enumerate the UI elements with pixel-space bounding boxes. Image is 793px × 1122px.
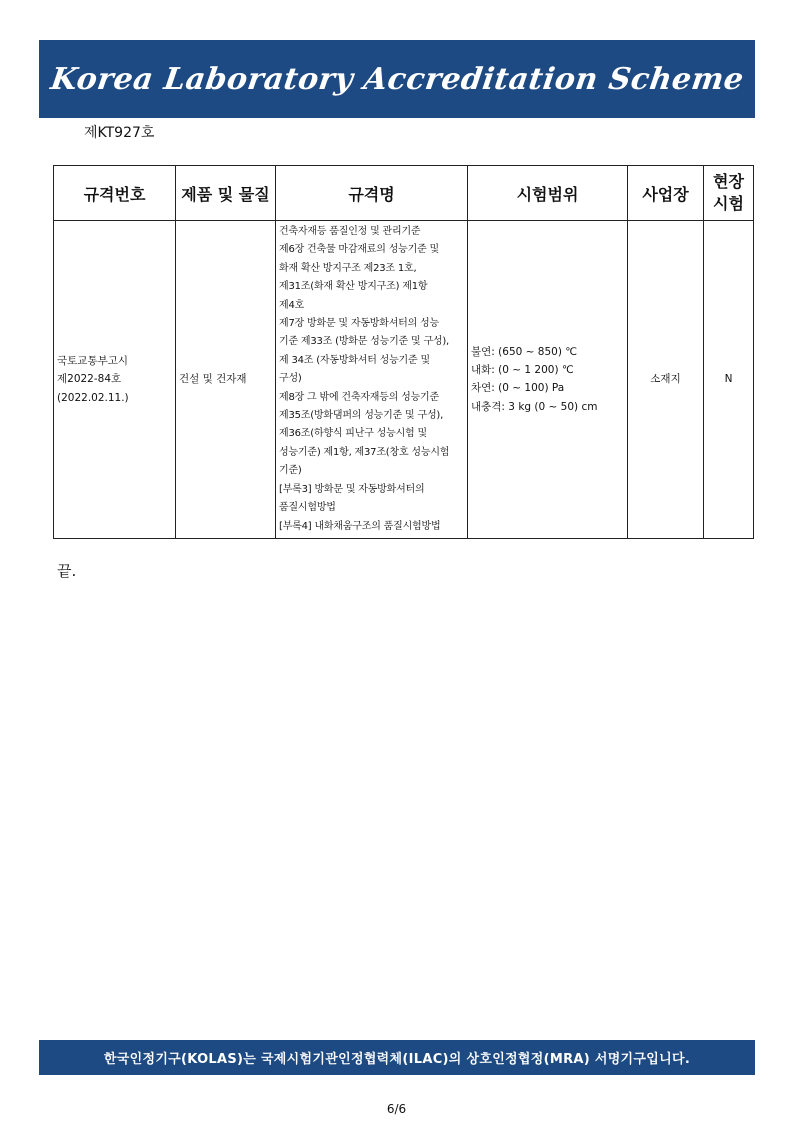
- table-row: [54, 221, 754, 539]
- cell-standard-number: [54, 221, 176, 539]
- standard-name-line: 품질시험방법: [279, 502, 336, 514]
- end-mark: 끝.: [57, 562, 77, 580]
- standard-name-line: 제8장 그 밖에 건축자재등의 성능기준: [279, 391, 439, 403]
- standard-name-line: 제31조(화재 확산 방지구조) 제1항: [279, 281, 428, 293]
- standard-name-line: 제4호: [279, 299, 305, 311]
- col-header-onsite-test: 현장 시험: [704, 166, 754, 221]
- standard-name-line: 성능기준) 제1항, 제37조(창호 성능시험: [279, 446, 450, 458]
- standard-name-line: 제7장 방화문 및 자동방화셔터의 성능: [279, 318, 439, 330]
- standard-name-line: 제36조(하향식 피난구 성능시험 및: [279, 428, 427, 440]
- standard-number-line: (2022.02.11.): [57, 391, 129, 404]
- certificate-number: 제KT927호: [84, 125, 155, 141]
- standard-name-line: 건축자재등 품질인정 및 관리기준: [279, 226, 421, 237]
- footer-banner: [39, 1040, 755, 1075]
- standard-name-line: 기준): [279, 465, 302, 477]
- test-range-line: 내화: (0 ~ 1 200) ℃: [471, 364, 574, 377]
- header-title: Korea Laboratory Accreditation Scheme: [48, 61, 746, 97]
- standard-name-line: 구성): [279, 373, 302, 385]
- col-header-site: 사업장: [628, 166, 704, 221]
- cell-product: 건설 및 건자재: [176, 221, 276, 539]
- standard-number-line: 국토교통부고시: [57, 354, 129, 367]
- test-range-line: 차연: (0 ~ 100) Pa: [471, 382, 565, 395]
- table-header-row: [54, 166, 754, 221]
- accreditation-table: [53, 165, 754, 539]
- standard-name-line: [부록4] 내화채움구조의 품질시험방법: [279, 520, 441, 532]
- header-banner: [39, 40, 755, 118]
- standard-name-line: 제6장 건축물 마감재료의 성능기준 및: [279, 244, 439, 256]
- cell-standard-name: [276, 221, 468, 539]
- page-number: 6/6: [386, 1102, 407, 1116]
- test-range-line: 불연: (650 ~ 850) ℃: [471, 345, 578, 358]
- cell-onsite-test: N: [704, 221, 754, 539]
- footer-text: 한국인정기구(KOLAS)는 국제시험기관인정협력체(ILAC)의 상호인정협정(MRA) 서명기구입니다.: [103, 1052, 691, 1067]
- standard-name-line: 제 34조 (자동방화셔터 성능기준 및: [279, 354, 430, 366]
- col-header-test-range: 시험범위: [468, 166, 628, 221]
- standard-name-line: 화재 확산 방지구조 제23조 1호,: [279, 262, 417, 274]
- cell-test-range: [468, 221, 628, 539]
- standard-name-line: 기준 제33조 (방화문 성능기준 및 구성),: [279, 336, 450, 348]
- standard-name-line: 제35조(방화댐퍼의 성능기준 및 구성),: [279, 410, 444, 422]
- standard-number-line: 제2022-84호: [57, 373, 122, 386]
- cell-site: 소재지: [628, 221, 704, 539]
- test-range-line: 내충격: 3 kg (0 ~ 50) cm: [471, 400, 598, 413]
- col-header-standard-number: 규격번호: [54, 166, 176, 221]
- col-header-product: 제품 및 물질: [176, 166, 276, 221]
- standard-name-line: [부록3] 방화문 및 자동방화셔터의: [279, 483, 425, 495]
- col-header-standard-name: 규격명: [276, 166, 468, 221]
